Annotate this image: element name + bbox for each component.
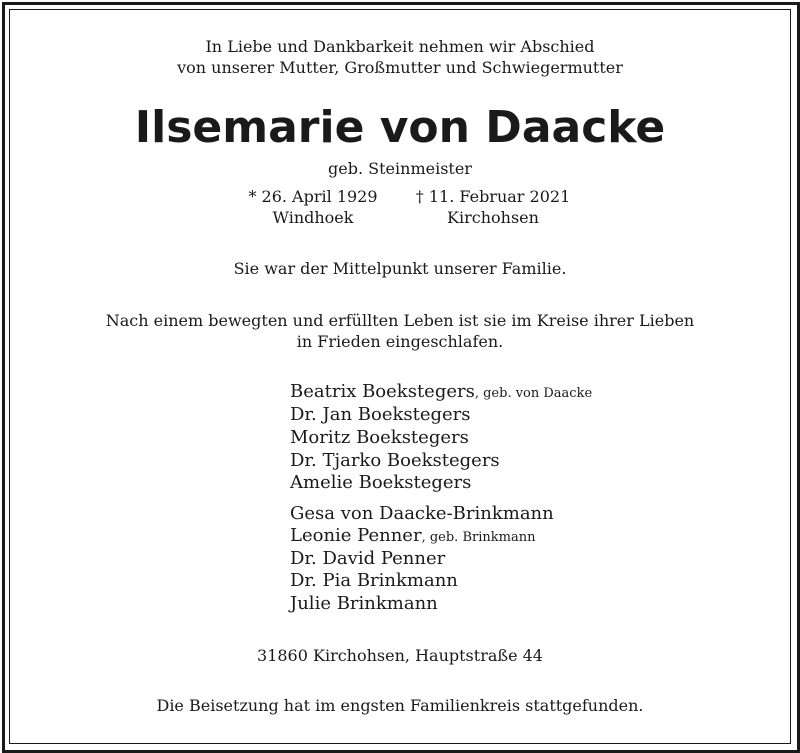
died-place: Kirchohsen (447, 208, 539, 227)
family-member (290, 525, 535, 550)
family-member (290, 503, 554, 526)
family-member (290, 381, 592, 406)
intro-line-1: In Liebe und Dankbarkeit nehmen wir Abschied (205, 37, 595, 56)
family-member-name: Beatrix Boekstegers (290, 381, 475, 402)
family-member-name: Leonie Penner (290, 525, 422, 546)
family-member-note: , geb. Brinkmann (421, 530, 536, 545)
address-line: 31860 Kirchohsen, Hauptstraße 44 (257, 646, 543, 665)
family-member-name: Gesa von Daacke-Brinkmann (290, 503, 554, 524)
family-member-name: Dr. Pia Brinkmann (290, 570, 458, 591)
passage-line-2: in Frieden eingeschlafen. (296, 332, 504, 351)
died-date: † 11. Februar 2021 (415, 187, 571, 206)
family-member-name: Dr. Tjarko Boekstegers (290, 450, 500, 471)
family-member-name: Dr. Jan Boekstegers (290, 404, 471, 425)
deceased-name: Ilsemarie von Daacke (134, 102, 666, 153)
family-member-name: Dr. David Penner (290, 548, 446, 569)
born-place: Windhoek (272, 208, 354, 227)
family-member-note: , geb. von Daacke (474, 386, 593, 401)
closing-line: Die Beisetzung hat im engsten Familienkreis stattgefunden. (156, 696, 644, 715)
family-member-name: Julie Brinkmann (290, 593, 438, 614)
family-member (290, 472, 471, 495)
family-member (290, 593, 438, 616)
birth-name: geb. Steinmeister (328, 159, 472, 178)
family-member (290, 404, 471, 427)
family-member-name: Moritz Boekstegers (290, 427, 469, 448)
born-date: * 26. April 1929 (248, 187, 378, 206)
family-member (290, 450, 500, 473)
family-member (290, 427, 469, 450)
family-member-name: Amelie Boekstegers (290, 472, 472, 493)
passage-line-1: Nach einem bewegten und erfüllten Leben ist sie im Kreise ihrer Lieben (105, 311, 695, 330)
family-member (290, 570, 458, 593)
intro-line-2: von unserer Mutter, Großmutter und Schwiegermutter (177, 58, 623, 77)
tribute-line: Sie war der Mittelpunkt unserer Familie. (233, 259, 567, 278)
family-member (290, 548, 445, 571)
